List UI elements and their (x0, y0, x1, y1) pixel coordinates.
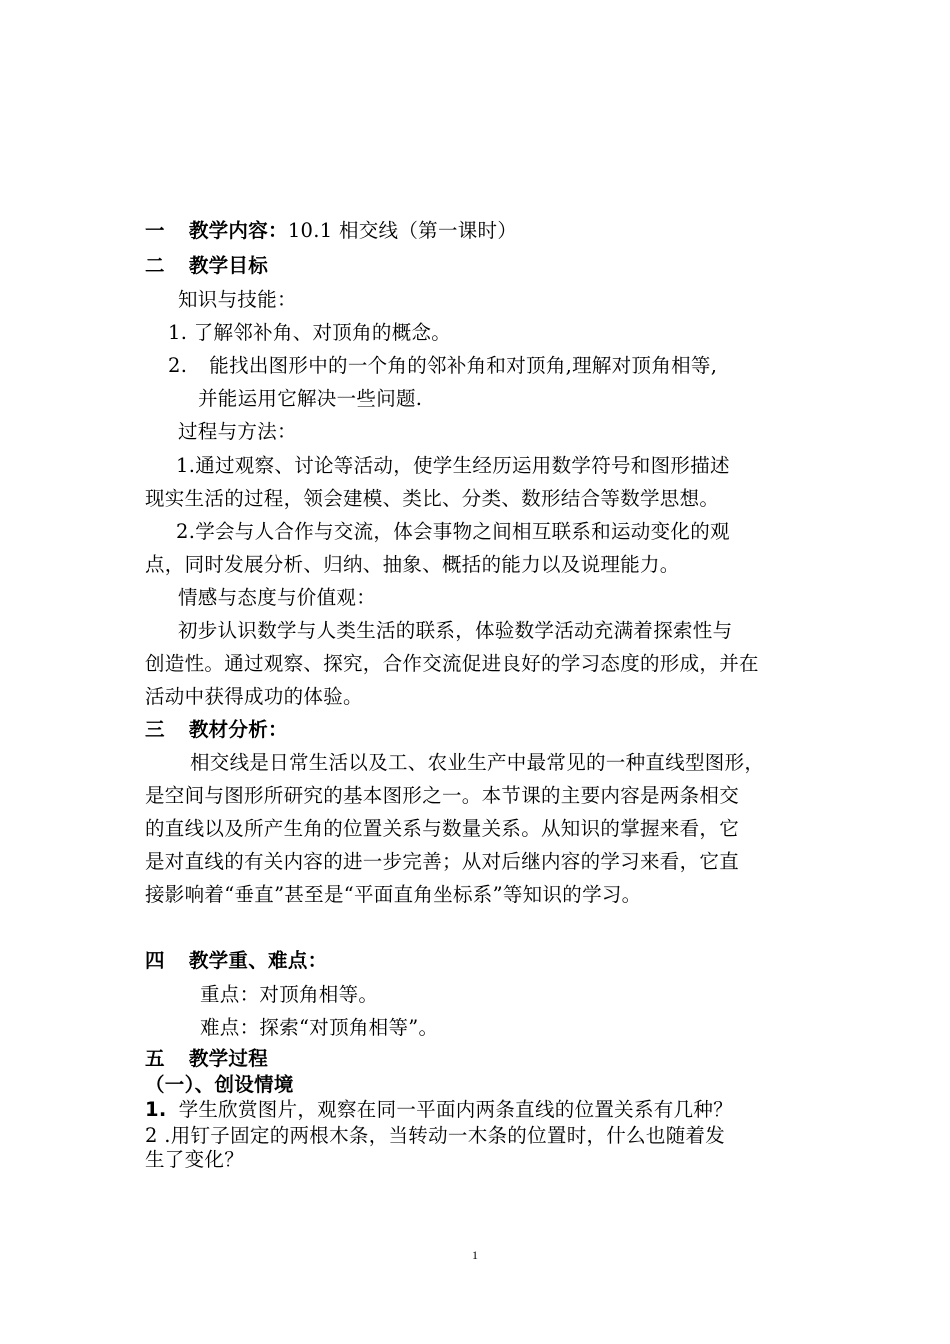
section-5-heading (145, 1046, 268, 1072)
section-number: 一 (145, 219, 165, 242)
subsection-1-heading: （一）、创设情境 (145, 1073, 294, 1096)
question-number: 1. (145, 1098, 167, 1121)
page-number: 1 (472, 1248, 478, 1262)
process-line-3: 2.学会与人合作与交流，体会事物之间相互联系和运动变化的观 (176, 520, 730, 543)
section-3-heading (145, 717, 288, 743)
knowledge-item-2-cont: 并能运用它解决一些问题. (198, 387, 423, 410)
question-2-line-1: 2 .用钉子固定的两根木条，当转动一木条的位置时，什么也随着发 (145, 1124, 726, 1147)
analysis-line-1: 相交线是日常生活以及工、农业生产中最常见的一种直线型图形， (190, 751, 765, 774)
question-1 (145, 1097, 733, 1123)
knowledge-item-2 (168, 353, 717, 379)
section-label: 教学过程 (188, 1047, 269, 1070)
section-label: 教学重、难点： (188, 949, 328, 972)
question-2-line-2: 生了变化？ (145, 1148, 245, 1171)
analysis-line-3: 的直线以及所产生角的位置关系与数量关系。从知识的掌握来看，它 (145, 817, 740, 840)
emotion-title: 情感与态度与价值观： (178, 586, 377, 609)
emotion-line-1: 初步认识数学与人类生活的联系，体验数学活动充满着探索性与 (178, 619, 733, 642)
section-text: 10.1 相交线（第一课时） (287, 219, 518, 242)
section-4-heading (145, 948, 327, 974)
knowledge-item-1: 1. 了解邻补角、对顶角的概念。 (168, 321, 452, 344)
section-number: 三 (145, 718, 165, 741)
section-2-heading (145, 253, 268, 279)
item-number: 2. (168, 354, 188, 377)
section-1-heading (145, 218, 517, 244)
process-line-4: 点，同时发展分析、归纳、抽象、概括的能力以及说理能力。 (145, 553, 680, 576)
section-number: 五 (145, 1047, 165, 1070)
analysis-line-4: 是对直线的有关内容的进一步完善；从对后继内容的学习来看，它直 (145, 850, 740, 873)
analysis-line-5: 接影响着“垂直”甚至是“平面直角坐标系”等知识的学习。 (145, 883, 642, 906)
process-line-2: 现实生活的过程，领会建模、类比、分类、数形结合等数学思想。 (145, 487, 720, 510)
section-number: 二 (145, 254, 165, 277)
section-label: 教材分析： (188, 718, 288, 741)
difficult-point: 难点：探索“对顶角相等”。 (200, 1016, 439, 1039)
process-title: 过程与方法： (178, 420, 297, 443)
emotion-line-2: 创造性。通过观察、探究，合作交流促进良好的学习态度的形成，并在 (145, 652, 759, 675)
key-point: 重点：对顶角相等。 (200, 983, 379, 1006)
emotion-line-3: 活动中获得成功的体验。 (145, 685, 363, 708)
section-label: 教学内容： (188, 219, 288, 242)
knowledge-title: 知识与技能： (178, 288, 297, 311)
item-text: 能找出图形中的一个角的邻补角和对顶角,理解对顶角相等, (209, 354, 718, 377)
section-label: 教学目标 (188, 254, 269, 277)
process-line-1: 1.通过观察、讨论等活动，使学生经历运用数学符号和图形描述 (176, 454, 730, 477)
question-text: 学生欣赏图片，观察在同一平面内两条直线的位置关系有几种？ (178, 1098, 733, 1121)
section-number: 四 (145, 949, 165, 972)
analysis-line-2: 是空间与图形所研究的基本图形之一。本节课的主要内容是两条相交 (145, 784, 740, 807)
